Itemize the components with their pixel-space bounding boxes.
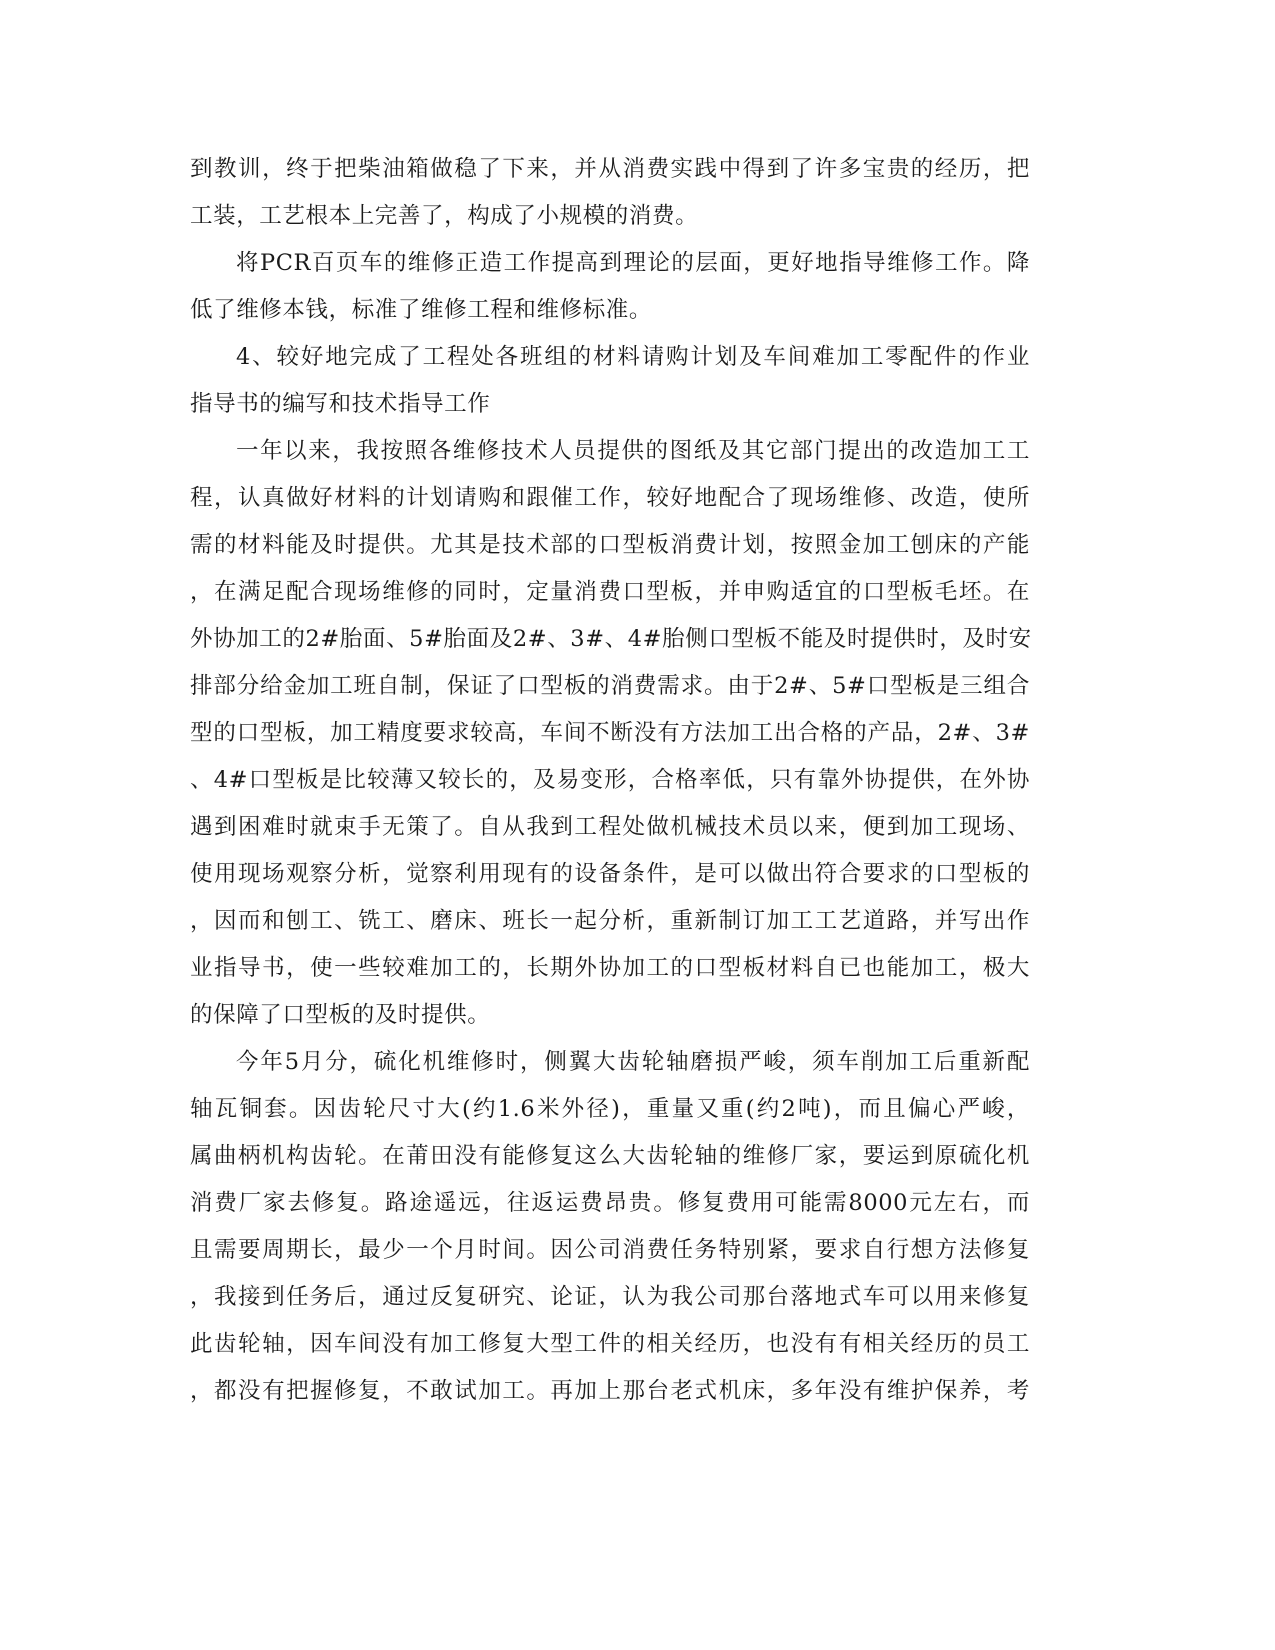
paragraph-line: ，因而和刨工、铣工、磨床、班长一起分析，重新制订加工工艺道路，并写出作 bbox=[190, 908, 1030, 934]
paragraph-line: 使用现场观察分析，觉察利用现有的设备条件，是可以做出符合要求的口型板的 bbox=[190, 861, 1030, 887]
paragraph-line: 遇到困难时就束手无策了。自从我到工程处做机械技术员以来，便到加工现场、 bbox=[190, 814, 1030, 840]
paragraph-5 bbox=[190, 1039, 1030, 1415]
paragraph-line: 属曲柄机构齿轮。在莆田没有能修复这么大齿轮轴的维修厂家，要运到原硫化机 bbox=[190, 1143, 1030, 1169]
paragraph-line: 且需要周期长，最少一个月时间。因公司消费任务特别紧，要求自行想方法修复 bbox=[190, 1237, 1030, 1263]
paragraph-line: 此齿轮轴，因车间没有加工修复大型工件的相关经历，也没有有相关经历的员工 bbox=[190, 1331, 1030, 1357]
paragraph-line: 轴瓦铜套。因齿轮尺寸大(约1.6米外径)，重量又重(约2吨)，而且偏心严峻， bbox=[190, 1096, 1030, 1122]
paragraph-line: 将PCR百页车的维修正造工作提高到理论的层面，更好地指导维修工作。降 bbox=[236, 250, 1030, 276]
paragraph-line: 今年5月分，硫化机维修时，侧翼大齿轮轴磨损严峻，须车削加工后重新配 bbox=[236, 1049, 1030, 1075]
paragraph-line: 排部分给金加工班自制，保证了口型板的消费需求。由于2#、5#口型板是三组合 bbox=[190, 673, 1030, 699]
paragraph-line: 业指导书，使一些较难加工的，长期外协加工的口型板材料自已也能加工，极大 bbox=[190, 955, 1030, 981]
paragraph-line: 低了维修本钱，标准了维修工程和维修标准。 bbox=[190, 297, 653, 323]
paragraph-line: ，在满足配合现场维修的同时，定量消费口型板，并申购适宜的口型板毛坯。在 bbox=[190, 579, 1030, 605]
paragraph-line: 4、较好地完成了工程处各班组的材料请购计划及车间难加工零配件的作业 bbox=[236, 344, 1030, 370]
paragraph-line: 程，认真做好材料的计划请购和跟催工作，较好地配合了现场维修、改造，使所 bbox=[190, 485, 1030, 511]
paragraph-line: 型的口型板，加工精度要求较高，车间不断没有方法加工出合格的产品，2#、3# bbox=[190, 720, 1030, 746]
paragraph-line: ，我接到任务后，通过反复研究、论证，认为我公司那台落地式车可以用来修复 bbox=[190, 1284, 1030, 1310]
paragraph-2 bbox=[190, 240, 1030, 334]
paragraph-line: 一年以来，我按照各维修技术人员提供的图纸及其它部门提出的改造加工工 bbox=[236, 438, 1030, 464]
paragraph-line: 消费厂家去修复。路途遥远，往返运费昂贵。修复费用可能需8000元左右，而 bbox=[190, 1190, 1030, 1216]
paragraph-line: 需的材料能及时提供。尤其是技术部的口型板消费计划，按照金加工刨床的产能 bbox=[190, 532, 1030, 558]
section-heading-4 bbox=[190, 334, 1030, 428]
paragraph-1 bbox=[190, 146, 1030, 240]
paragraph-line: ，都没有把握修复，不敢试加工。再加上那台老式机床，多年没有维护保养，考 bbox=[190, 1378, 1030, 1404]
paragraph-line: 指导书的编写和技术指导工作 bbox=[190, 391, 491, 417]
paragraph-line: 工装，工艺根本上完善了，构成了小规模的消费。 bbox=[190, 203, 699, 229]
paragraph-line: 外协加工的2#胎面、5#胎面及2#、3#、4#胎侧口型板不能及时提供时，及时安 bbox=[190, 626, 1032, 652]
document-body bbox=[190, 146, 1030, 1415]
paragraph-line: 的保障了口型板的及时提供。 bbox=[190, 1002, 491, 1028]
paragraph-line: 、4#口型板是比较薄又较长的，及易变形，合格率低，只有靠外协提供，在外协 bbox=[190, 767, 1030, 793]
paragraph-line: 到教训，终于把柴油箱做稳了下来，并从消费实践中得到了许多宝贵的经历，把 bbox=[190, 156, 1030, 182]
paragraph-4 bbox=[190, 428, 1030, 1039]
